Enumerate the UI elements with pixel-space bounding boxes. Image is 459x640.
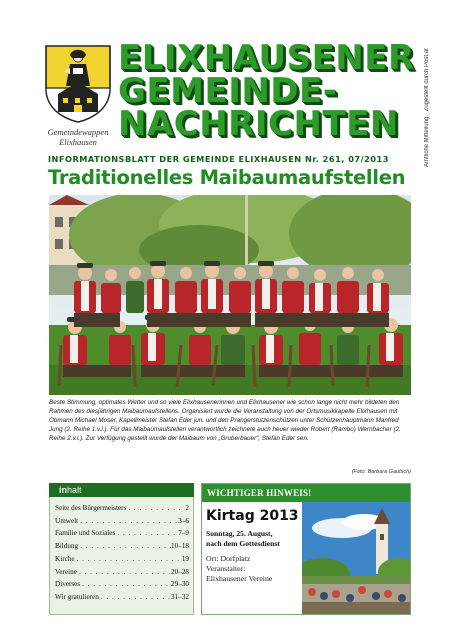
title-line-2: GEMEINDE-	[118, 71, 338, 111]
masthead-subtitle: INFORMATIONSBLATT DER GEMEINDE ELIXHAUSEN Nr. 261, 07/2013	[48, 154, 389, 164]
kirtag-photo	[302, 502, 410, 614]
toc-item	[55, 515, 189, 528]
toc-item-title: Seite des Bürgermeisters	[55, 504, 127, 512]
toc-list	[49, 497, 194, 615]
title-line-1: ELIXHAUSENER	[118, 38, 415, 78]
toc-label-prefix: in	[59, 485, 67, 495]
toc-item	[55, 540, 189, 553]
toc-item	[55, 566, 189, 579]
crest-caption-line-1: Gemeindewappen	[47, 127, 109, 137]
toc-item-title: Diverses	[55, 580, 81, 589]
toc-item	[55, 578, 189, 591]
toc-item-title: Umwelt	[55, 516, 79, 525]
crest-caption-line-2: Elixhausen	[59, 137, 97, 147]
toc-item-page: 2	[185, 504, 189, 512]
toc-item-dots	[99, 591, 171, 604]
toc-item	[55, 527, 189, 540]
kirtag-date-line-2: nach dem Gottesdienst	[206, 539, 280, 548]
kirtag-text	[206, 505, 304, 584]
group-photo	[49, 195, 411, 395]
toc-item-dots	[115, 527, 178, 540]
toc-item-dots	[78, 515, 178, 528]
kirtag-place: Ort: Dorfplatz	[206, 554, 251, 563]
toc-item-dots	[80, 578, 171, 591]
toc-item-dots	[126, 502, 185, 515]
article-headline: Traditionelles Maibaumaufstellen	[48, 166, 406, 189]
notice-box	[201, 483, 411, 615]
toc-item	[55, 591, 189, 604]
toc-item-page: 7–9	[178, 529, 189, 538]
toc-item-title: Kirche	[55, 554, 75, 563]
postal-side-note: Amtliche Mitteilung · Zugestellt durch Post.at	[424, 48, 430, 168]
table-of-contents	[49, 483, 194, 615]
toc-item-title: Bildung	[55, 542, 79, 551]
kirtag-details	[206, 554, 304, 584]
toc-item	[55, 553, 189, 566]
kirtag-organizer-label: Veranstalter:	[206, 564, 246, 573]
toc-item-dots	[78, 540, 171, 553]
toc-label	[59, 484, 82, 496]
toc-item-title: Vereine	[55, 567, 77, 576]
toc-header	[49, 483, 194, 497]
group-photo-image	[49, 195, 411, 395]
kirtag-date-line-1: Sonntag, 25. August,	[206, 529, 273, 538]
toc-item-title: Familie und Soziales	[55, 529, 116, 538]
toc-item-page: 19	[181, 554, 189, 563]
kirtag-photo-image	[302, 502, 410, 614]
crest-caption	[32, 127, 124, 147]
toc-item-page: 29–30	[171, 580, 189, 589]
notice-body	[202, 502, 410, 614]
toc-item-page: 10–18	[171, 542, 189, 551]
kirtag-title: Kirtag 2013	[206, 508, 299, 524]
title-line-3: NACHRICHTEN	[118, 104, 399, 144]
photo-credit: (Foto: Barbara Gautsch)	[351, 469, 411, 475]
notice-header: WICHTIGER HINWEIS!	[202, 484, 410, 502]
toc-item-page: 20–28	[171, 567, 189, 576]
toc-item	[55, 502, 189, 515]
toc-label-suffix: halt	[67, 485, 82, 495]
masthead-title	[118, 38, 418, 144]
toc-item-page: 3–6	[178, 516, 189, 525]
toc-item-page: 31–32	[171, 592, 189, 601]
toc-item-dots	[75, 553, 182, 566]
kirtag-date	[206, 529, 304, 549]
kirtag-organizer: Elixhausener Vereine	[206, 574, 273, 583]
toc-item-dots	[77, 566, 171, 579]
toc-item-title: Wir gratulieren	[55, 592, 99, 601]
photo-caption: Beste Stimmung, optimales Wetter und so viele Elixhausenerinnen und Elixhausener wie schon lange nicht mehr bildeten den Rahmen des diesjährigen Maibaumaufstellens. Organisiert wurde die Veranstaltung von der Ortsmusikkapelle Elixhausen mit Obmann Michael Moser, Kapellmeister Stefan Eder jun. und den Prangerstutzenschützen unter Schützenhauptmann Manfred Jung (2. Reihe 1.v.l.). Für das Maibaumaufstellen verantwortlich zeichnete auch heuer wieder Robert (Rambo) Wernbacher (2. Reihe 2.v.l.). Zur Verfügung gestellt wurde der Maibaum von „Gruberbauer“, Stefan Eder sen.	[49, 399, 401, 442]
coat-of-arms-icon	[44, 44, 112, 124]
